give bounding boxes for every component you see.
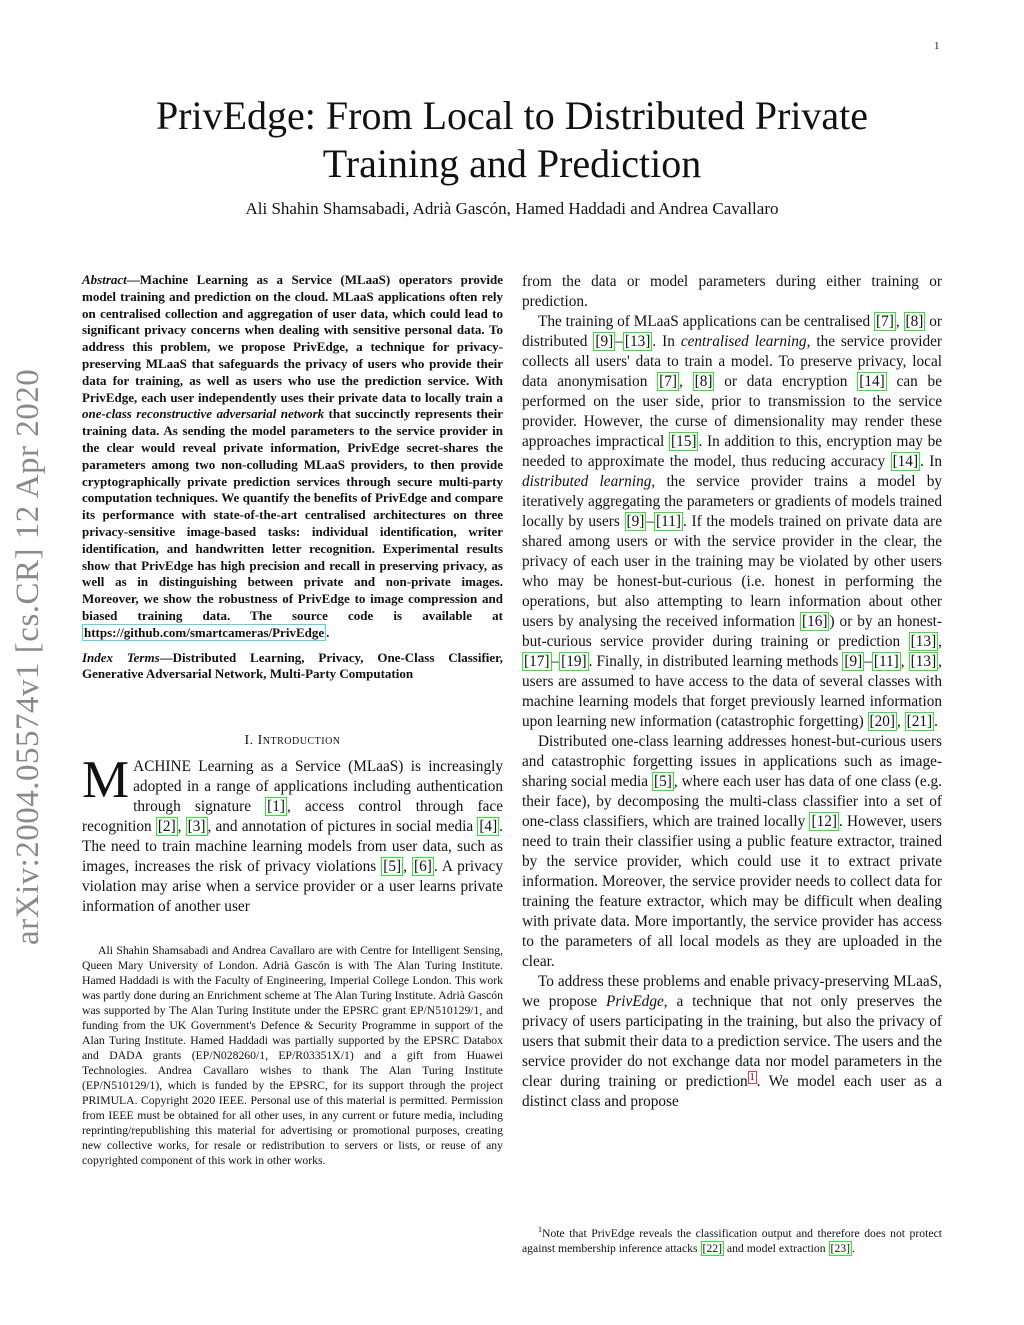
section-title: Introduction [257, 733, 341, 749]
section-number: I. [244, 733, 258, 749]
text-span: . However, users need to train their classifier using a public feature extractor, trained by the service provider, which could use it to extract private information. Moreover, the service provider needs to collect data for training the feature extractor, which may be difficult when dealing with private data. More importantly, the service provider has access to the parameters of all local models as they are uploaded in the clear. [522, 813, 942, 970]
citation-link[interactable]: [2] [157, 818, 176, 836]
citation-link[interactable]: [11] [656, 513, 681, 530]
text-span: , [678, 373, 693, 390]
citation-link[interactable]: [13] [910, 633, 937, 650]
emphasis: centralised learning [680, 333, 807, 350]
text-span: , [897, 713, 905, 730]
text-span: , the service provider trains a model by iteratively aggregating the parameters or gradients of models trained locally by users [522, 473, 942, 530]
abstract-label: Abstract [82, 272, 127, 287]
text-span: . Finally, in distributed learning methods [588, 653, 843, 670]
abstract-dash: — [126, 272, 140, 287]
text-span: , [403, 858, 412, 876]
citation-link[interactable]: [12] [811, 813, 837, 830]
text-span: Note that PrivEdge reveals the classification output and therefore does not protect against membership inference attacks [522, 1226, 942, 1255]
text-span: – [646, 513, 655, 530]
title-line-2: Training and Prediction [322, 141, 702, 186]
footnote-1 [522, 1222, 942, 1256]
citation-link[interactable]: [6] [413, 858, 432, 876]
index-terms-text: Distributed Learning, Privacy, One-Class Classifier, Generative Adversarial Network, Multi-Party Computation [82, 649, 503, 682]
text-span: . The need to train machine learning models from user data, such as images, increases the risk of privacy violations [82, 818, 503, 876]
intro-paragraph-1 [82, 751, 504, 917]
text-span: . In [652, 333, 681, 350]
citation-link[interactable]: [5] [383, 858, 402, 876]
citation-link[interactable]: [16] [801, 613, 828, 630]
citation-link[interactable]: [22] [702, 1241, 722, 1255]
emphasis: PrivEdge [606, 993, 664, 1010]
citation-link[interactable]: [15] [670, 433, 697, 450]
text-span: , [938, 633, 942, 650]
author-list: Ali Shahin Shamsabadi, Adrià Gascón, Hamed Haddadi and Andrea Cavallaro [245, 199, 779, 218]
citation-link[interactable]: [17] [524, 653, 550, 670]
text-span: , users are assumed to have access to the data of several classes with machine learning models that forget previously learned information upon learning new information (catastrophic forgetting) [522, 653, 942, 730]
citation-link[interactable]: [1] [267, 798, 286, 816]
right-column [522, 272, 942, 1112]
title-line-1: PrivEdge: From Local to Distributed Private [155, 93, 869, 138]
index-terms [82, 650, 503, 684]
text-span: – [615, 333, 623, 350]
abstract [82, 272, 503, 642]
footnote-ref-link[interactable]: 1 [749, 1071, 755, 1083]
text-span: . In addition to this, encryption may be needed to approximate the model, thus reducing accuracy [522, 433, 943, 470]
left-column [82, 272, 503, 1168]
citation-link[interactable]: [9] [626, 513, 645, 530]
citation-link[interactable]: [20] [869, 713, 895, 730]
source-code-link[interactable]: https://github.com/smartcameras/PrivEdge [84, 624, 325, 640]
text-span: – [864, 653, 872, 670]
footnote-mark: 1 [538, 1225, 542, 1234]
text-span: , [900, 653, 909, 670]
lead-word: ACHINE [133, 758, 191, 776]
citation-link[interactable]: [21] [906, 713, 933, 730]
text-span: , where each user has data of one class (e.g. their face), by decomposing the multi-class classifier into a set of one-class classifiers, which are trained locally [522, 773, 942, 830]
text-span: The training of MLaaS applications can be centralised [538, 313, 874, 330]
abstract-text-3: . [326, 624, 330, 640]
section-heading-introduction [82, 733, 503, 749]
drop-cap: M [82, 751, 130, 810]
abstract-emphasis: one-class reconstructive adversarial network [82, 406, 325, 422]
author-affiliation-footnote: Ali Shahin Shamsabadi and Andrea Cavallaro are with Centre for Intelligent Sensing, Queen Mary University of London. Adrià Gascón is with The Alan Turing Institute. Hamed Haddadi is with the Faculty of Engineering, Imperial College London. This work was partly done during an Enrichment scheme at The Alan Turing Institute. Adrià Gascón was supported by The Alan Turing Institute under the EPSRC grant EP/N510129/1, and funding from the UK Government's Defence & Security Programme in support of the Alan Turing Institute. Hamed Haddadi was partially supported by the EPSRC Databox and DADA grants (EP/N028260/1, EP/R03351X/1) and a gift from Huawei Technologies. Andrea Cavallaro wishes to thank The Alan Turing Institute (EP/N510129/1), which is funded by the EPSRC, for its support through the project PRIMULA. Copyright 2020 IEEE. Personal use of this material is permitted. Permission from IEEE must be obtained for all other uses, in any current or future media, including reprinting/republishing this material for advertising or promotional purposes, creating new collective works, for resale or redistribution to servers or lists, or reuse of any copyrighted component of this work in other works. [82, 944, 503, 1168]
citation-link[interactable]: [4] [479, 818, 498, 836]
page-number: 1 [934, 40, 940, 52]
index-terms-label: Index Terms [82, 649, 160, 665]
text-span: , access control through face recognition [82, 798, 504, 836]
paper-title [100, 92, 924, 188]
right-paragraph-1 [522, 312, 942, 732]
abstract-text-1: Machine Learning as a Service (MLaaS) operators provide model training and prediction on the cloud. MLaaS applications often rely on centralised collection and aggregation of user data, which could lead to significant privacy concerns when dealing with sensitive personal data. To address this problem, we propose PrivEdge, a technique for privacy-preserving MLaaS that safeguards the privacy of users who provide their data for training, as well as users who use the prediction service. With PrivEdge, each user independently uses their private data to locally train a [82, 272, 503, 405]
text-span: . A privacy violation may arise when a service provider or a user learns private information of another user [82, 858, 503, 916]
citation-link[interactable]: [3] [187, 818, 206, 836]
text-span: or distributed [522, 313, 942, 350]
citation-link[interactable]: [9] [844, 653, 863, 670]
text-span: ) or by an honest-but-curious service provider during training or prediction [522, 613, 942, 650]
text-span: can be performed on the user side, prior to transmission to the service provider. However, the curse of dimensionality may render these approaches impractical [522, 373, 942, 450]
right-paragraph-0: from the data or model parameters during either training or prediction. [522, 273, 942, 310]
citation-link[interactable]: [19] [561, 653, 587, 670]
text-span: Distributed one-class learning addresses honest-but-curious users and catastrophic forgetting issues in applications such as image-sharing social media [522, 733, 942, 790]
text-span: , [177, 818, 186, 836]
citation-link[interactable]: [8] [694, 373, 713, 390]
citation-link[interactable]: [23] [830, 1241, 850, 1255]
text-span: . [934, 713, 938, 730]
text-span: . If the models trained on private data are shared among users or with the service provider in the clear, the privacy of each user in the training may be violated by other users who may be honest-but-curious (i.e. honest in performing the operations, but also attempting to learn information about other users by analysing the received information [522, 513, 942, 630]
emphasis: distributed learning [522, 473, 652, 490]
text-span: – [551, 653, 560, 670]
citation-link[interactable]: [8] [905, 313, 924, 330]
text-span: , and annotation of pictures in social media [207, 818, 478, 836]
text-span: . [851, 1241, 855, 1255]
citation-link[interactable]: [9] [595, 333, 614, 350]
citation-link[interactable]: [7] [875, 313, 894, 330]
text-span: To address these problems and enable privacy-preserving MLaaS, we propose [522, 973, 942, 1010]
text-span: , [895, 313, 904, 330]
right-paragraph-3 [522, 972, 942, 1112]
citation-link[interactable]: [14] [859, 373, 885, 390]
text-span: or data encryption [714, 373, 858, 390]
index-terms-dash: — [159, 649, 173, 665]
arxiv-identifier-stamp: arXiv:2004.05574v1 [cs.CR] 12 Apr 2020 [10, 368, 46, 945]
right-paragraph-2 [522, 732, 942, 972]
citation-link[interactable]: [5] [654, 773, 672, 790]
citation-link[interactable]: [7] [659, 373, 677, 390]
citation-link[interactable]: [13] [624, 333, 651, 350]
citation-link[interactable]: [13] [910, 653, 937, 670]
text-span: , the service provider collects all users' data to train a model. To preserve privacy, local data anonymisation [522, 333, 943, 390]
text-span: Learning as a Service (MLaaS) is increasingly adopted in a range of applications including authentication through signature [133, 758, 503, 816]
text-span: , a technique that not only preserves the privacy of users participating in the training, but also the privacy of users that submit their data to a prediction service. The users and the service provider do not exchange data nor model parameters in the clear during training or prediction [522, 993, 942, 1090]
text-span: and model extraction [723, 1241, 829, 1255]
abstract-text-2: that succinctly represents their training data. As sending the model parameters to the service provider in the clear would reveal private information, PrivEdge secret-shares the parameters among two non-colluding MLaaS providers, to then provide cryptographically private prediction services through secure multi-party computation techniques. We quantify the benefits of PrivEdge and compare its performance with state-of-the-art centralised architectures on three privacy-sensitive image-based tasks: individual identification, writer identification, and handwritten letter recognition. Experimental results show that PrivEdge has high precision and recall in preserving privacy, as well as in distinguishing between private and non-private images. Moreover, we show the robustness of PrivEdge to image compression and biased training data. The source code is available at [82, 406, 503, 623]
text-span: . We model each user as a distinct class and propose [522, 1073, 942, 1110]
citation-link[interactable]: [14] [892, 453, 919, 470]
citation-link[interactable]: [11] [873, 653, 899, 670]
text-span: . In [920, 453, 942, 470]
